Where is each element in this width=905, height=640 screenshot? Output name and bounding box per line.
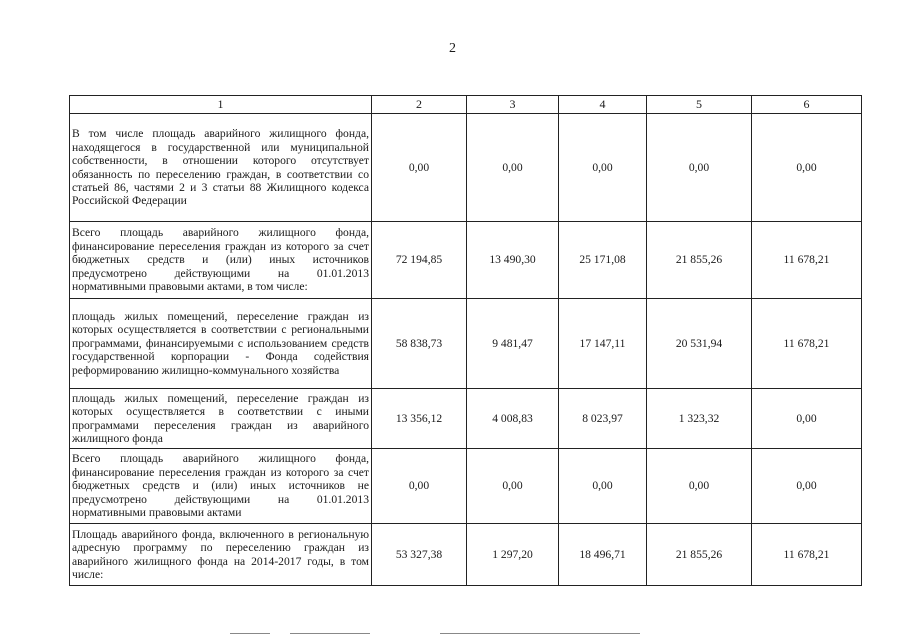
cell-value: 11 678,21: [752, 222, 862, 299]
row-description: Всего площадь аварийного жилищного фонда, финансирование переселения граждан из которого за счет бюджетных средств и (или) иных источников предусмотрено действующими на 01.01.2013 нормативными правовыми актами, в том числе:: [70, 222, 372, 299]
cell-value: 21 855,26: [647, 524, 752, 586]
cell-value: 0,00: [647, 114, 752, 222]
row-description: В том числе площадь аварийного жилищного фонда, находящегося в государственной или муниципальной собственности, в отношении которого отсутствует обязанность по переселению граждан, в соответствии со статьей 86, частями 2 и 3 статьи 88 Жилищного кодекса Российской Федерации: [70, 114, 372, 222]
row-description: площадь жилых помещений, переселение граждан из которых осуществляется в соответствии с региональными программами, финансируемыми с использованием средств государственной корпорации - Фонда содействия реформированию жилищно-коммунального хозяйства: [70, 299, 372, 389]
cell-value: 58 838,73: [372, 299, 467, 389]
cell-value: 18 496,71: [559, 524, 647, 586]
table-row: [70, 449, 862, 524]
cell-value: 72 194,85: [372, 222, 467, 299]
page-number: 2: [449, 41, 456, 56]
column-header-4: 4: [559, 96, 647, 114]
header-row: [70, 96, 862, 114]
cell-value: 17 147,11: [559, 299, 647, 389]
cell-value: 8 023,97: [559, 389, 647, 449]
row-description: Площадь аварийного фонда, включенного в региональную адресную программу по переселению граждан из аварийного жилищного фонда на 2014-2017 годы, в том числе:: [70, 524, 372, 586]
cell-value: 0,00: [647, 449, 752, 524]
cell-value: 4 008,83: [467, 389, 559, 449]
table-row: [70, 222, 862, 299]
cell-value: 13 356,12: [372, 389, 467, 449]
cell-value: 11 678,21: [752, 524, 862, 586]
scan-artifact-line: [230, 633, 270, 634]
cell-value: 0,00: [559, 449, 647, 524]
table-row: [70, 114, 862, 222]
cell-value: 0,00: [467, 114, 559, 222]
scan-artifact-line: [440, 633, 640, 634]
cell-value: 11 678,21: [752, 299, 862, 389]
cell-value: 1 323,32: [647, 389, 752, 449]
cell-value: 13 490,30: [467, 222, 559, 299]
cell-value: 9 481,47: [467, 299, 559, 389]
column-header-3: 3: [467, 96, 559, 114]
column-header-6: 6: [752, 96, 862, 114]
row-description: Всего площадь аварийного жилищного фонда, финансирование переселения граждан из которого за счет бюджетных средств и (или) иных источников не предусмотрено действующими на 01.01.2013 нормативными правовыми актами: [70, 449, 372, 524]
table-row: [70, 299, 862, 389]
housing-fund-table: [69, 95, 862, 586]
cell-value: 53 327,38: [372, 524, 467, 586]
scan-artifact-line: [290, 633, 370, 634]
cell-value: 0,00: [559, 114, 647, 222]
cell-value: 0,00: [752, 389, 862, 449]
cell-value: 0,00: [372, 449, 467, 524]
column-header-5: 5: [647, 96, 752, 114]
cell-value: 0,00: [372, 114, 467, 222]
cell-value: 25 171,08: [559, 222, 647, 299]
column-header-2: 2: [372, 96, 467, 114]
column-header-1: 1: [70, 96, 372, 114]
cell-value: 0,00: [752, 114, 862, 222]
table-row: [70, 389, 862, 449]
row-description: площадь жилых помещений, переселение граждан из которых осуществляется в соответствии с иными программами переселения граждан из аварийного жилищного фонда: [70, 389, 372, 449]
table-row: [70, 524, 862, 586]
cell-value: 20 531,94: [647, 299, 752, 389]
cell-value: 0,00: [752, 449, 862, 524]
cell-value: 1 297,20: [467, 524, 559, 586]
cell-value: 21 855,26: [647, 222, 752, 299]
cell-value: 0,00: [467, 449, 559, 524]
